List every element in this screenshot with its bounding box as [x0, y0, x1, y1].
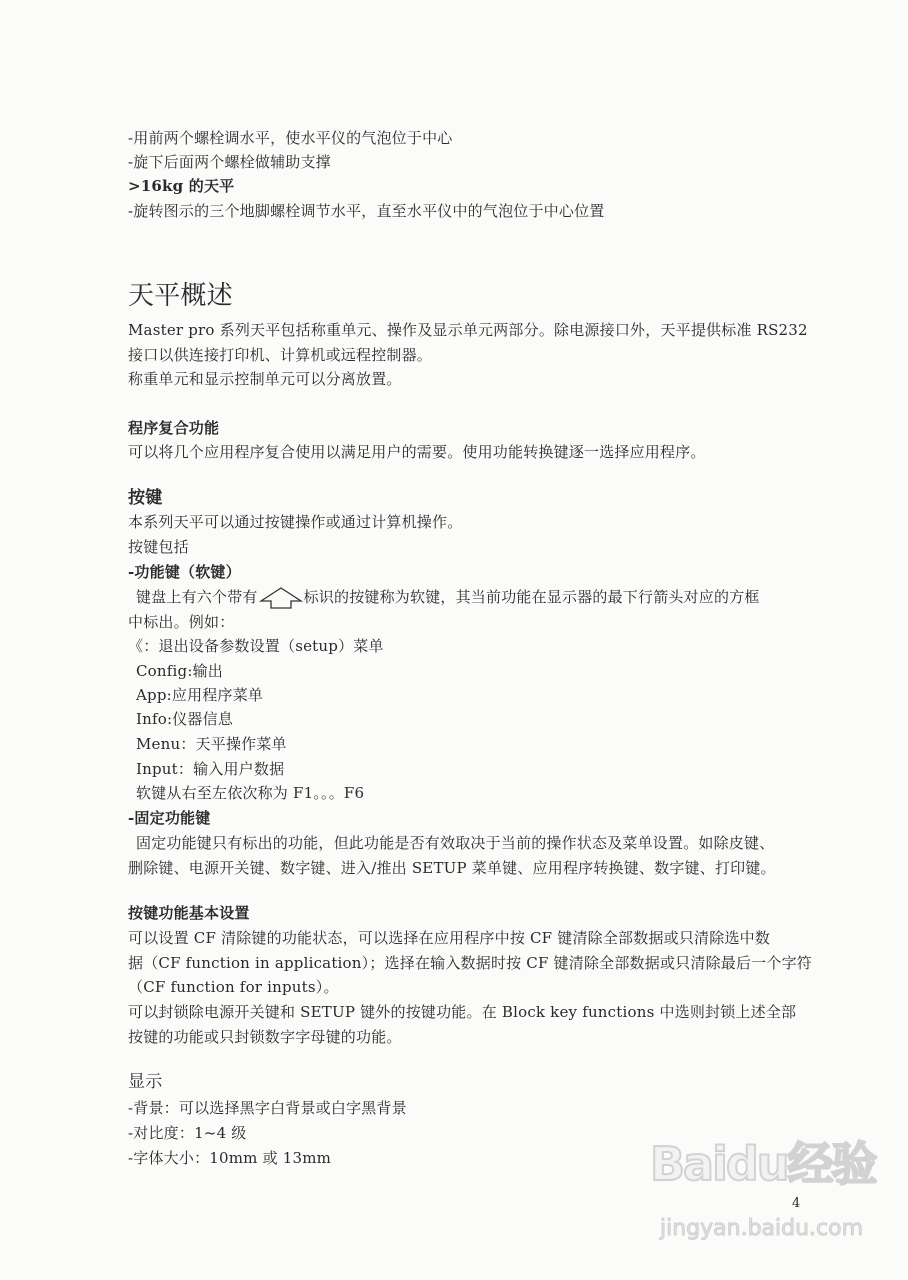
soft-key-item: Config:输出	[136, 662, 223, 680]
up-arrow-icon	[259, 587, 303, 609]
soft-key-item: 《：退出设备参数设置（setup）菜单	[128, 637, 384, 655]
paragraph-line: 按键的功能或只封锁数字字母键的功能。	[128, 1028, 402, 1046]
intro-line: -旋转图示的三个地脚螺栓调节水平，直至水平仪中的气泡位于中心位置	[128, 202, 605, 220]
paragraph-line: 中标出。例如：	[128, 613, 235, 631]
paragraph-line: 本系列天平可以通过按键操作或通过计算机操作。	[128, 513, 463, 531]
paragraph-line: -字体大小：10mm 或 13mm	[128, 1149, 332, 1167]
soft-key-item: App:应用程序菜单	[136, 686, 264, 704]
subsection-heading: 程序复合功能	[128, 419, 220, 437]
paragraph-line: （CF function for inputs）。	[128, 978, 339, 996]
paragraph-line: 可以设置 CF 清除键的功能状态，可以选择在应用程序中按 CF 键清除全部数据或只清除选中数	[128, 929, 771, 947]
paragraph-line: 可以封锁除电源开关键和 SETUP 键外的按键功能。在 Block key functions 中选则封锁上述全部	[128, 1003, 797, 1021]
fixed-keys-heading: -固定功能键	[128, 809, 211, 827]
paragraph-line: -背景：可以选择黑字白背景或白字黑背景	[128, 1099, 407, 1117]
watermark-logo: Baidu经验	[650, 1137, 876, 1191]
watermark-url: jingyan.baidu.com	[660, 1216, 864, 1241]
paragraph-line: 称重单元和显示控制单元可以分离放置。	[128, 370, 402, 388]
paragraph-line: 删除键、电源开关键、数字键、进入/推出 SETUP 菜单键、应用程序转换键、数字键、打印键。	[128, 859, 776, 877]
subsection-heading: 显示	[128, 1072, 163, 1092]
paragraph-line: -对比度：1~4 级	[128, 1124, 247, 1142]
paragraph-line: 据（CF function in application）；选择在输入数据时按 CF 键清除全部数据或只清除最后一个字符	[128, 954, 812, 972]
soft-keys-heading: -功能键（软键）	[128, 563, 241, 581]
paragraph-line: 按键包括	[128, 538, 189, 556]
soft-key-item: 软键从右至左依次称为 F1。。。F6	[136, 784, 365, 802]
intro-subheading: >16kg 的天平	[128, 177, 235, 195]
soft-key-item: Menu：天平操作菜单	[136, 735, 287, 753]
section-heading: 天平概述	[128, 281, 233, 311]
soft-key-item: Info:仪器信息	[136, 710, 234, 728]
subsection-heading: 按键功能基本设置	[128, 904, 250, 922]
text: 键盘上有六个带有	[136, 588, 258, 606]
paragraph-line: 接口以供连接打印机、计算机或远程控制器。	[128, 346, 433, 364]
intro-line: -用前两个螺栓调水平，使水平仪的气泡位于中心	[128, 129, 453, 147]
subsection-heading: 按键	[128, 488, 163, 508]
soft-keys-description	[136, 585, 760, 609]
text: 标识的按键称为软键，其当前功能在显示器的最下行箭头对应的方框	[303, 588, 760, 606]
paragraph-line: 可以将几个应用程序复合使用以满足用户的需要。使用功能转换键逐一选择应用程序。	[128, 443, 706, 461]
paragraph-line: 固定功能键只有标出的功能，但此功能是否有效取决于当前的操作状态及菜单设置。如除皮键、	[136, 834, 775, 852]
soft-key-item: Input：输入用户数据	[136, 760, 285, 778]
paragraph-line: Master pro 系列天平包括称重单元、操作及显示单元两部分。除电源接口外，天平提供标准 RS232	[128, 321, 808, 339]
intro-line: -旋下后面两个螺栓做辅助支撑	[128, 153, 331, 171]
page-number: 4	[792, 1196, 801, 1211]
